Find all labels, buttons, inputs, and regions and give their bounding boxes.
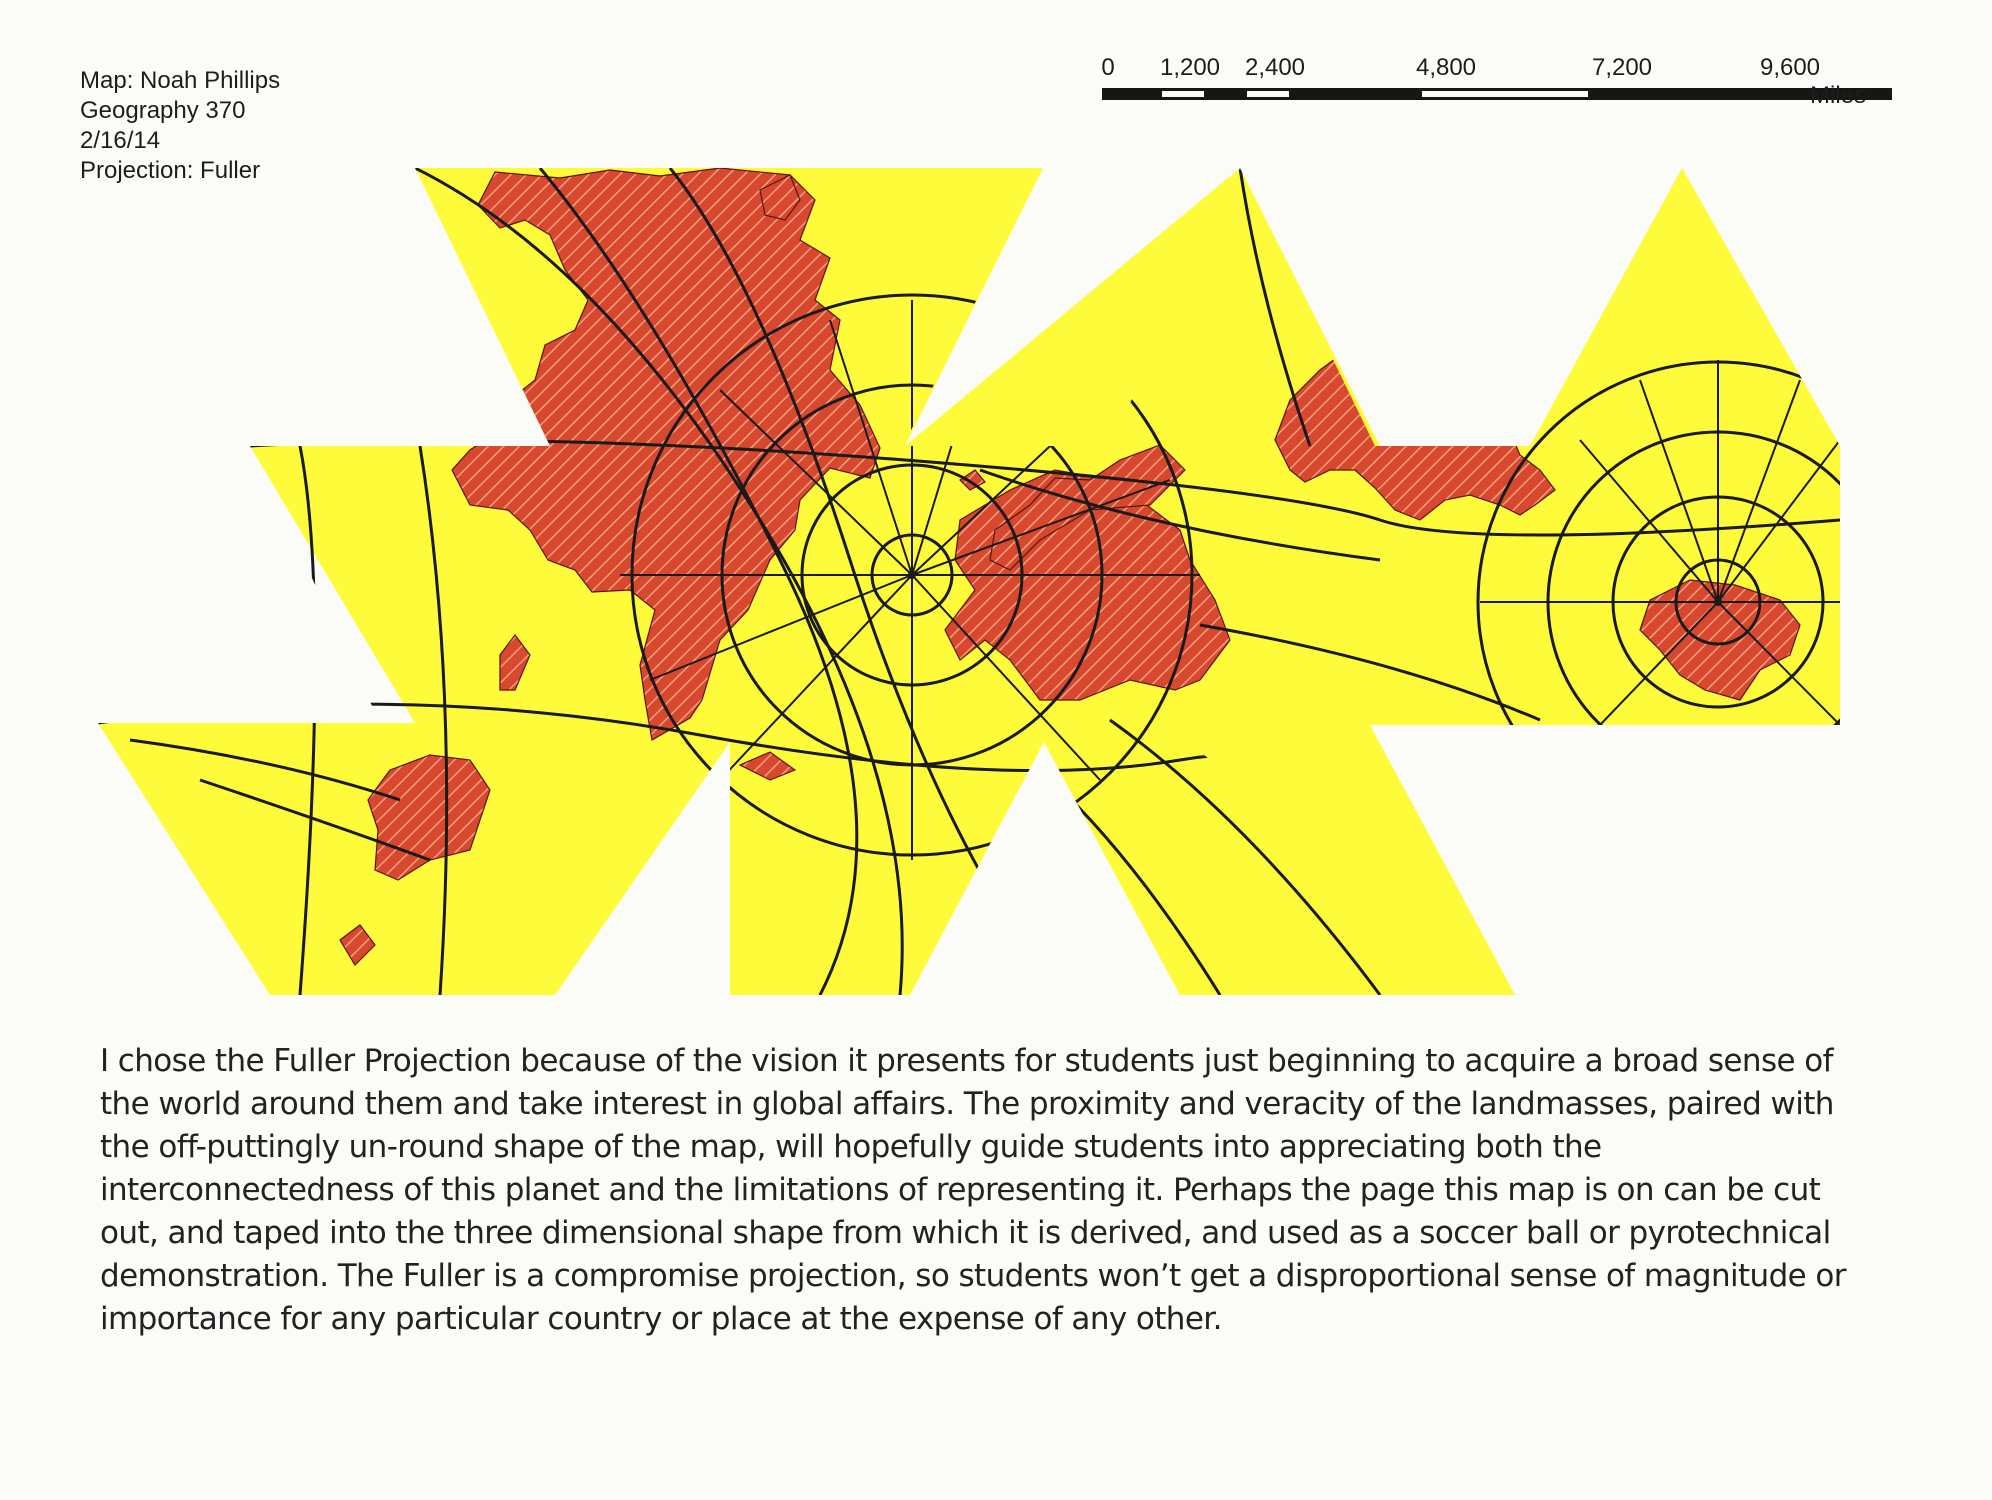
scale-unit: Miles xyxy=(1810,82,1867,109)
essay-paragraph: I chose the Fuller Projection because of the vision it presents for students just beginning to acquire a broad sense of the world around them and take interest in global affairs. The proximity and veracity of the landmasses, paired with the off-puttingly un-round shape of the map, will hopefully guide students into appreciating both the interconnectedness of this planet and the limitations of representing it. Perhaps the page this map is on can be cut out, and taped into the three dimensional shape from which it is derived, and used as a soccer ball or pyrotechnical demonstration. The Fuller is a compromise projection, so students won’t get a disproportional sense of magnitude or importance for any particular country or place at the expense of any other. xyxy=(100,1043,1846,1337)
author-label: Map: Noah Phillips xyxy=(80,67,281,94)
course-label: Geography 370 xyxy=(80,97,246,124)
scale-tick: 1,200 xyxy=(1159,54,1221,81)
scale-tick: 9,600 xyxy=(1759,54,1821,81)
scale-tick: 2,400 xyxy=(1244,54,1306,81)
scale-tick: 7,200 xyxy=(1591,54,1653,81)
date-label: 2/16/14 xyxy=(80,127,161,154)
south-pole-marker xyxy=(1714,598,1722,606)
scale-tick: 0 xyxy=(1101,54,1115,81)
projection-label: Projection: Fuller xyxy=(80,157,261,184)
north-pole-marker xyxy=(908,571,916,579)
scale-tick: 4,800 xyxy=(1415,54,1477,81)
